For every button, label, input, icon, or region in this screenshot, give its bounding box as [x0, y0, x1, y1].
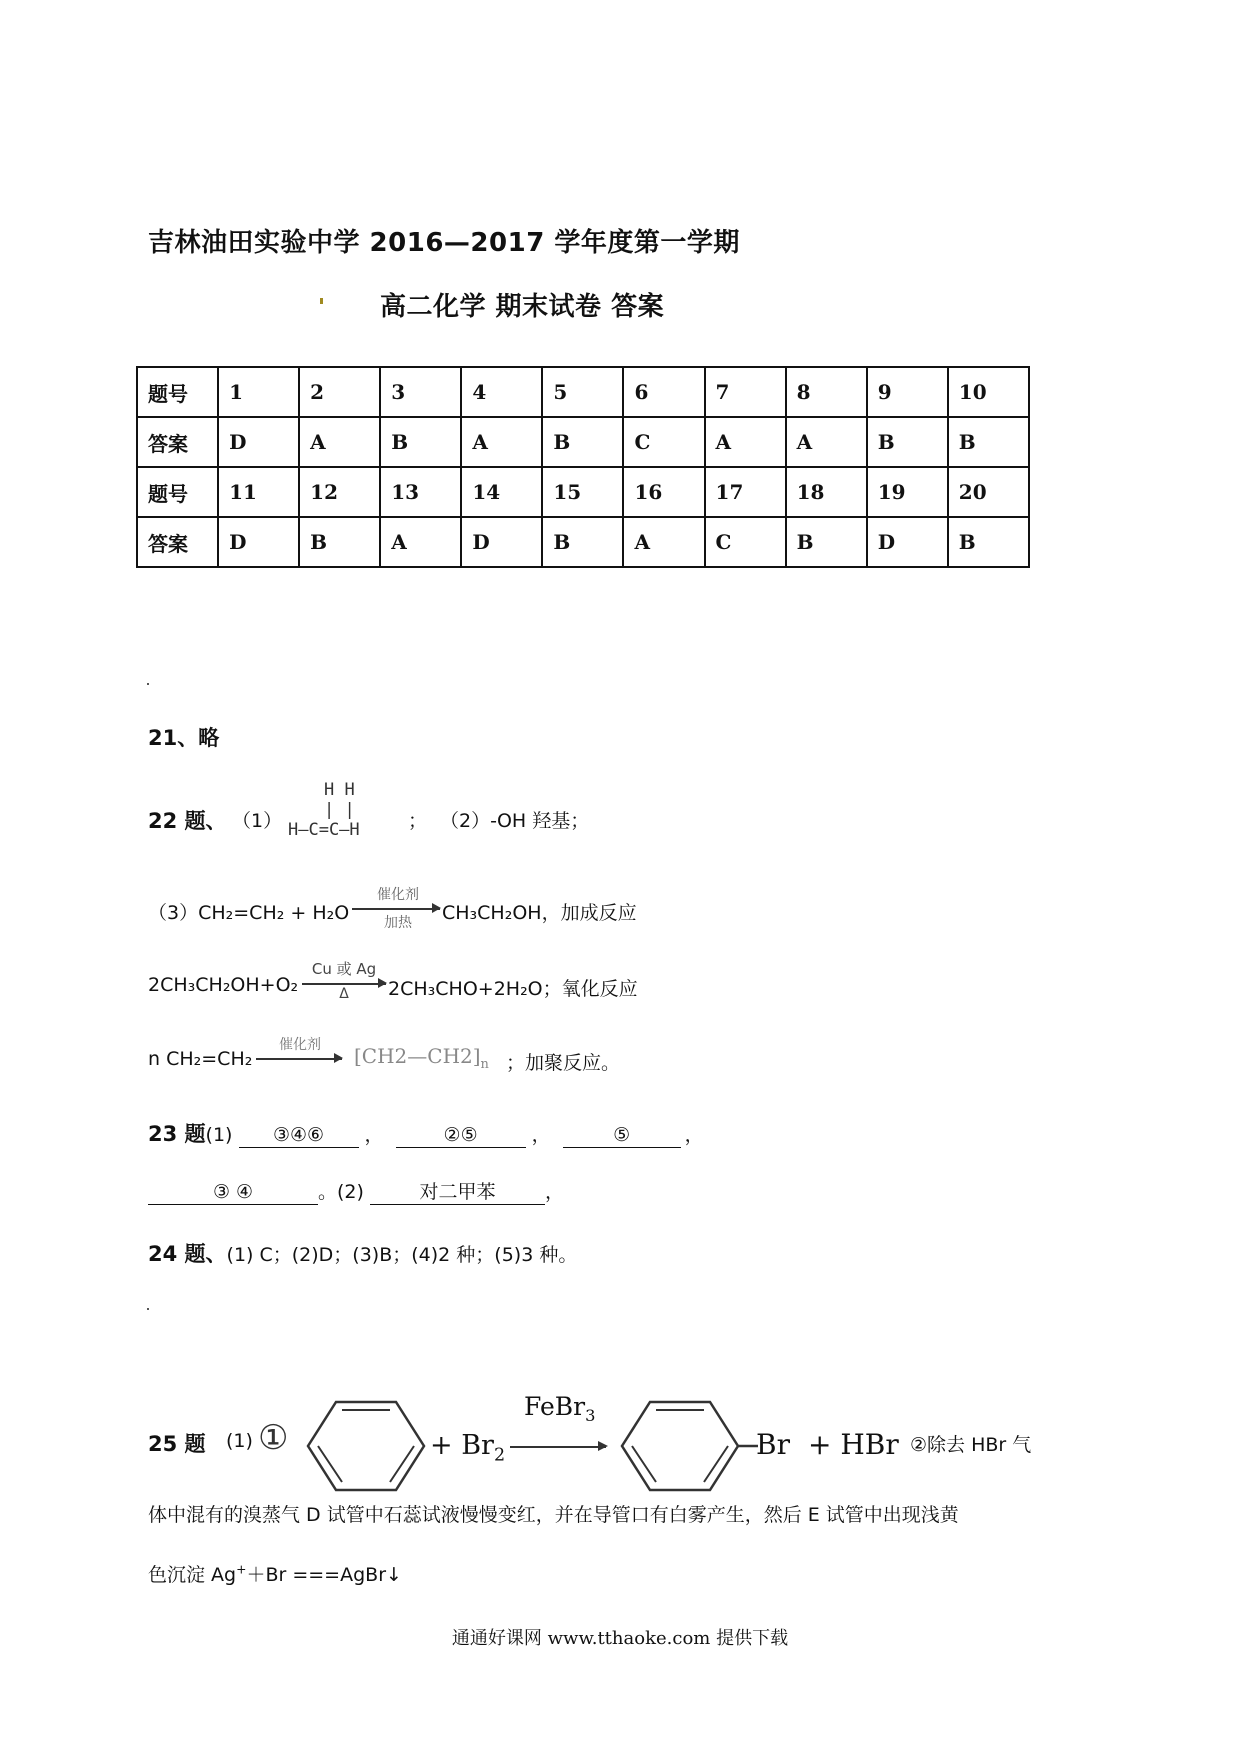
q25-line3 — [148, 1560, 402, 1587]
q25-circle-one: ① — [258, 1418, 289, 1458]
table-row — [137, 417, 1029, 467]
table-cell: C — [705, 517, 786, 567]
q22-part1: （1） — [232, 810, 283, 832]
reaction1-prefix: （3） — [148, 902, 199, 924]
table-cell: A — [461, 417, 542, 467]
table-cell: D — [867, 517, 948, 567]
table-cell: A — [299, 417, 380, 467]
table-cell: 6 — [623, 367, 704, 417]
table-row — [137, 367, 1029, 417]
q23-part1: (1) — [205, 1124, 233, 1146]
table-cell: 12 — [299, 467, 380, 517]
plus-br2: + Br — [430, 1430, 494, 1461]
table-cell: 18 — [786, 467, 867, 517]
row-head: 题号 — [137, 367, 218, 417]
stray-dot — [147, 683, 149, 685]
table-cell: 11 — [218, 467, 299, 517]
polyethylene-n: n — [480, 1057, 489, 1072]
catalyst-febr: FeBr — [524, 1392, 586, 1421]
table-cell: 20 — [948, 467, 1029, 517]
q23-blank2: ②⑤ — [396, 1123, 526, 1148]
q23-comma3: ， — [684, 1124, 704, 1146]
reaction1-condition: 加热 — [384, 915, 412, 931]
table-cell: 2 — [299, 367, 380, 417]
title-line-1: 吉林油田实验中学 2016—2017 学年度第一学期 — [148, 228, 740, 258]
structure-top: H H — [324, 780, 355, 800]
reaction3-tail: ；加聚反应。 — [506, 1052, 621, 1074]
q23-part2: 。(2) — [318, 1181, 364, 1203]
q23-blank1: ③④⑥ — [239, 1123, 359, 1148]
table-cell: 16 — [623, 467, 704, 517]
row-head: 答案 — [137, 417, 218, 467]
table-cell: B — [380, 417, 461, 467]
reaction1-product: CH₃CH₂OH，加成反应 — [442, 902, 637, 924]
q22-label: 22 题、 — [148, 809, 227, 833]
table-cell: B — [948, 417, 1029, 467]
table-cell: B — [542, 417, 623, 467]
q23-line1 — [148, 1118, 708, 1148]
q23-line2 — [148, 1177, 564, 1205]
reaction2-reactants: 2CH₃CH₂OH+O₂ — [148, 974, 299, 996]
table-cell: C — [623, 417, 704, 467]
q23-comma1: ， — [364, 1124, 384, 1146]
table-cell: B — [786, 517, 867, 567]
reaction1-arrow — [352, 908, 440, 910]
table-cell: 13 — [380, 467, 461, 517]
reaction2-arrow — [302, 983, 386, 985]
reaction2-product: 2CH₃CHO+2H₂O；氧化反应 — [388, 978, 638, 1000]
q23-label: 23 题 — [148, 1122, 206, 1146]
table-row — [137, 467, 1029, 517]
reaction1 — [148, 898, 349, 925]
q22-part2: （2）-OH 羟基； — [440, 810, 590, 832]
q25-part1: (1) — [226, 1430, 253, 1452]
table-cell: 15 — [542, 467, 623, 517]
q24-line — [148, 1238, 577, 1268]
table-cell: 17 — [705, 467, 786, 517]
polyethylene-unit: [CH2—CH2] — [354, 1044, 481, 1068]
table-cell: B — [542, 517, 623, 567]
bromine-reactant — [430, 1430, 505, 1465]
table-cell: 14 — [461, 467, 542, 517]
q23-comma-end: ， — [544, 1181, 564, 1203]
reaction1-reactants: CH₂=CH₂ + H₂O — [198, 902, 350, 924]
polyethylene — [354, 1044, 489, 1072]
stray-mark — [320, 298, 323, 304]
q25-label: 25 题 — [148, 1432, 206, 1456]
reaction-arrowhead — [598, 1441, 608, 1451]
table-cell: B — [948, 517, 1029, 567]
row-head: 题号 — [137, 467, 218, 517]
catalyst-sub: 3 — [585, 1406, 596, 1425]
row-head: 答案 — [137, 517, 218, 567]
q25-line3-a: 色沉淀 Ag — [148, 1564, 237, 1586]
reaction3-arrow — [256, 1058, 342, 1060]
reaction3-arrowhead — [334, 1053, 343, 1063]
q23-blank3: ⑤ — [563, 1123, 681, 1148]
answer-table — [136, 366, 1030, 568]
q24-label: 24 题、 — [148, 1242, 227, 1266]
q25-line3-b: ＋Br ===AgBr↓ — [246, 1564, 402, 1586]
catalyst-label — [524, 1392, 595, 1425]
table-cell: 9 — [867, 367, 948, 417]
table-cell: D — [218, 517, 299, 567]
table-cell: 1 — [218, 367, 299, 417]
table-cell: D — [218, 417, 299, 467]
table-cell: B — [867, 417, 948, 467]
stray-dot — [147, 1308, 149, 1310]
table-cell: 4 — [461, 367, 542, 417]
reaction2-condition: Δ — [339, 986, 349, 1002]
hbr-product: + HBr — [808, 1428, 899, 1461]
benzene-icon — [306, 1398, 426, 1494]
table-cell: 8 — [786, 367, 867, 417]
br2-sub: 2 — [493, 1445, 506, 1466]
q23-blank4: ③ ④ — [148, 1180, 318, 1205]
br-label: Br — [756, 1428, 790, 1461]
reaction1-catalyst: 催化剂 — [377, 887, 419, 903]
q21-answer: 21、略 — [148, 726, 220, 750]
table-row — [137, 517, 1029, 567]
q23-comma2: ， — [531, 1124, 551, 1146]
structure-bonds: | | — [324, 800, 355, 820]
q25-line2: 体中混有的溴蒸气 D 试管中石蕊试液慢慢变红，并在导管口有白雾产生，然后 E 试管中出现浅黄 — [148, 1504, 959, 1526]
q24-text: (1) C；(2)D；(3)B；(4)2 种；(5)3 种。 — [226, 1244, 578, 1266]
reaction3-reactants: n CH₂=CH₂ — [148, 1048, 253, 1070]
reaction3-catalyst: 催化剂 — [279, 1037, 321, 1053]
q25-ag-charge: + — [236, 1562, 247, 1577]
table-cell: 7 — [705, 367, 786, 417]
reaction2-catalyst: Cu 或 Ag — [311, 960, 377, 978]
table-cell: B — [299, 517, 380, 567]
q25-part2-start: ②除去 HBr 气 — [910, 1434, 1032, 1456]
title-line-2: 高二化学 期末试卷 答案 — [380, 292, 665, 322]
q23-blank5: 对二甲苯 — [370, 1180, 545, 1205]
table-cell: 3 — [380, 367, 461, 417]
table-cell: A — [623, 517, 704, 567]
structure-bottom: H—C=C—H — [288, 820, 360, 840]
table-cell: A — [786, 417, 867, 467]
ethylene-structure — [288, 780, 408, 842]
table-cell: 19 — [867, 467, 948, 517]
table-cell: 5 — [542, 367, 623, 417]
q22-sep: ； — [408, 810, 428, 832]
table-cell: A — [380, 517, 461, 567]
reaction-arrow — [510, 1446, 606, 1448]
footer-text: 通通好课网 www.tthaoke.com 提供下载 — [451, 1628, 789, 1649]
bromobenzene-icon — [620, 1398, 760, 1494]
table-cell: 10 — [948, 367, 1029, 417]
table-cell: A — [705, 417, 786, 467]
table-cell: D — [461, 517, 542, 567]
